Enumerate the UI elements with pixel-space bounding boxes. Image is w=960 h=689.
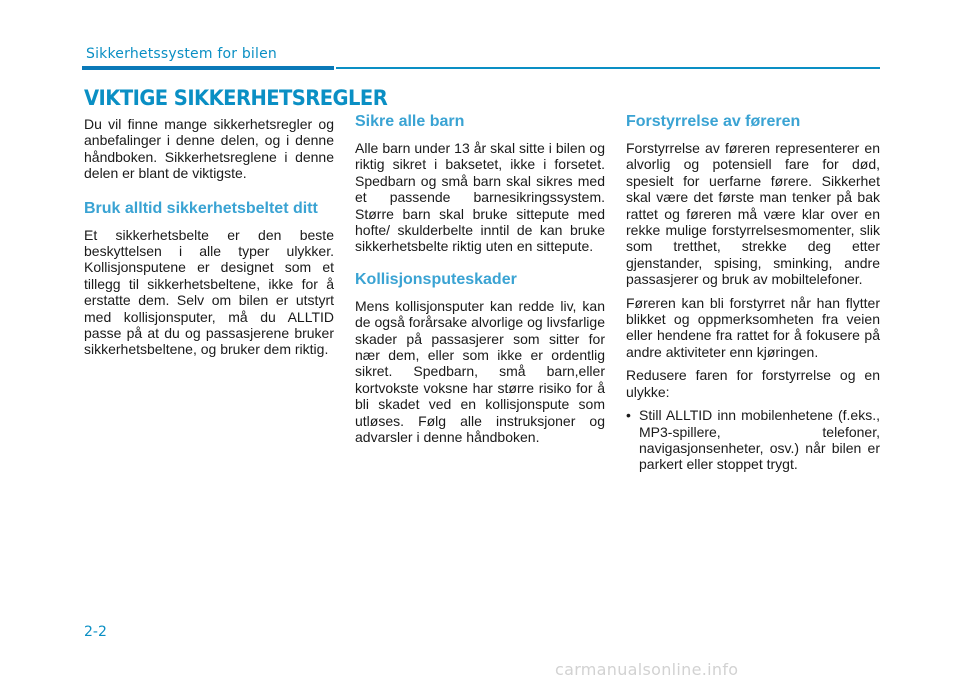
section-heading-seatbelt: Bruk alltid sikkerhetsbeltet ditt [84, 199, 318, 217]
seatbelt-paragraph: Et sikkerhetsbelte er den beste beskyttelsen i alle typer ulykker. Kollisjonsputene er designet som et tillegg til sikkerhetsbeltene, ikke for å erstatte dem. Selv om bilen er utstyrt med kollisjonsputer, må du ALLTID passe på at du og passasjerene bruker sikkerhetsbeltene, og bruker dem riktig. [84, 226, 334, 358]
section-heading-airbag-injuries: Kollisjonsputeskader [355, 270, 517, 288]
column-2 [355, 113, 605, 453]
children-paragraph: Alle barn under 13 år skal sitte i bilen og riktig sikret i baksetet, ikke i forsetet. Spedbarn og små barn skal sikres med et passende barnesikringssystem. Større barn skal bruke sittepute med hofte/ skulderbelte inntil de kan bruke sikkerhetsbelte riktig uten en sittepute. [355, 140, 605, 255]
running-head-section: Sikkerhetssystem for bilen [86, 46, 278, 62]
header-rule-thick [82, 66, 334, 70]
section-heading-driver-distraction: Forstyrrelse av føreren [626, 113, 801, 130]
distraction-paragraph-1: Forstyrrelse av føreren representerer en alvorlig og potensiell fare for død, spesielt for uerfarne førere. Sikkerhet skal være det første man tenker på bak rattet og føreren må være klar over en rekke mulige forstyrrelsesmomenter, slik som tretthet, strekke deg etter gjenstander, spising, sminking, andre passasjerer og bruk av mobiltelefoner. [626, 140, 880, 288]
watermark: carmanualsonline.info [555, 660, 739, 679]
distraction-paragraph-2: Føreren kan bli forstyrret når han flytter blikket og oppmerksomheten fra veien eller hendene fra rattet for å fokusere på andre aktiviteter enn kjøringen. [626, 294, 880, 360]
header-rule-thin [336, 67, 880, 69]
column-1 [84, 116, 334, 365]
section-heading-children: Sikre alle barn [355, 113, 465, 130]
distraction-paragraph-3: Redusere faren for forstyrrelse og en ulykke: [626, 367, 880, 400]
page-number: 2-2 [84, 624, 107, 640]
intro-paragraph: Du vil finne mange sikkerhetsregler og anbefalinger i denne delen, og i denne håndboken. Sikkerhetsreglene i denne delen er blant de viktigste. [84, 116, 334, 182]
column-3 [626, 113, 880, 473]
distraction-bullet-list [626, 407, 880, 473]
page-title: VIKTIGE SIKKERHETSREGLER [84, 86, 388, 110]
airbag-paragraph: Mens kollisjonsputer kan redde liv, kan de også forårsake alvorlige og livsfarlige skader på passasjerer som sitter for nær dem, eller som ikke er ordentlig sikret. Spedbarn, små barn,eller kortvokste voksne har større risiko for å bli skadet ved en kollisjonspute som utløses. Følg alle instruksjoner og advarsler i denne håndboken. [355, 297, 605, 446]
list-item: • Still ALLTID inn mobilenhetene (f.eks., MP3-spillere, telefoner, navigasjonsenheter, osv.) når bilen er parkert eller stoppet trygt. [626, 407, 880, 473]
